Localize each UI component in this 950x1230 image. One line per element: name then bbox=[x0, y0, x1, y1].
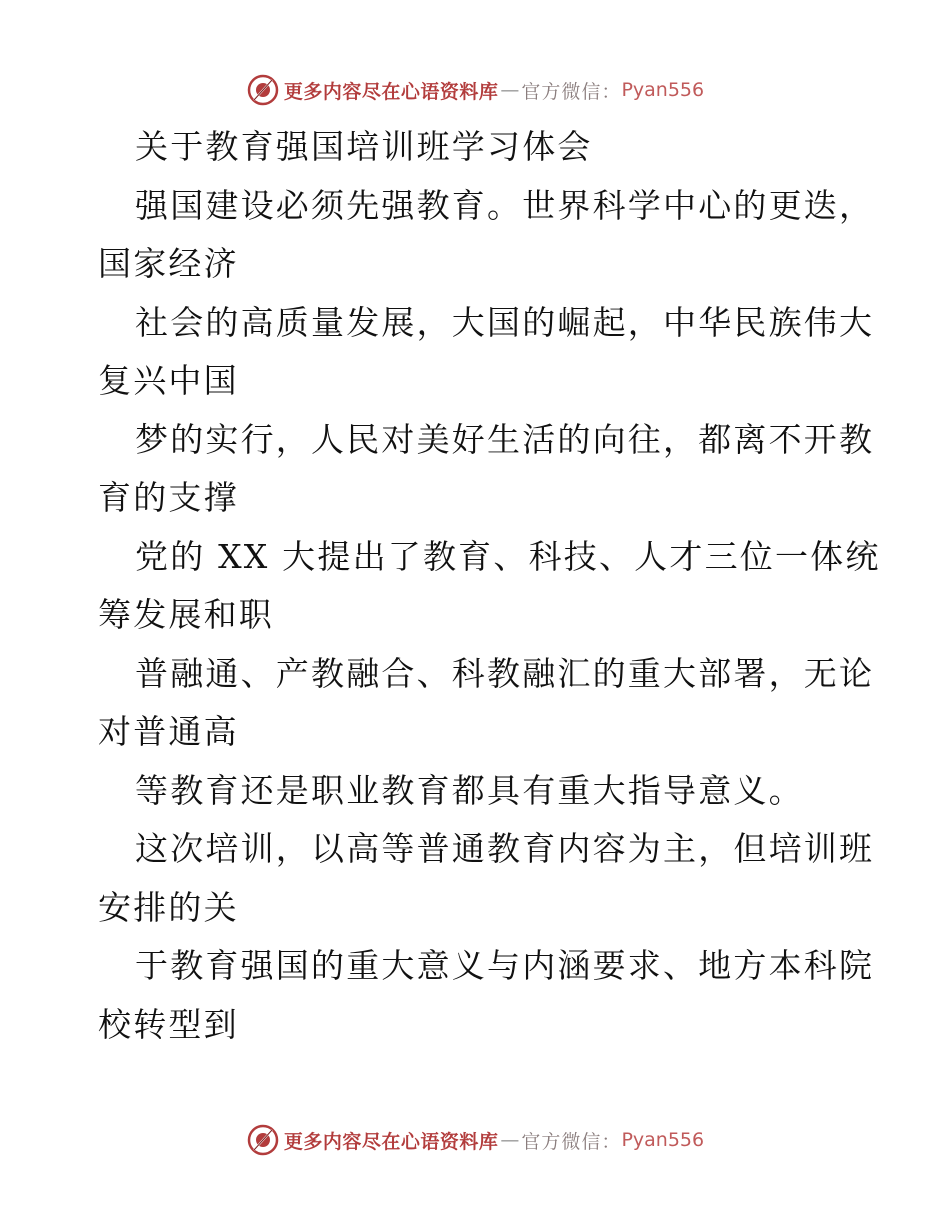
watermark-dash: — bbox=[500, 1129, 520, 1151]
watermark-wechat-id: Pyan556 bbox=[621, 79, 705, 101]
paragraph-line: 筹发展和职 bbox=[98, 595, 274, 634]
paragraph-line: 这次培训，以高等普通教育内容为主，但培训班 bbox=[135, 829, 875, 868]
document-body bbox=[98, 118, 881, 1054]
paragraph-line: 普融通、产教融合、科教融汇的重大部署，无论 bbox=[135, 653, 875, 693]
watermark-official-label: 官方微信： bbox=[521, 80, 622, 103]
paragraph-line: 复兴中国 bbox=[98, 361, 239, 400]
watermark-banner-top bbox=[0, 68, 950, 112]
paragraph-line: 等教育还是职业教育都具有重大指导意义。 bbox=[135, 770, 804, 810]
quill-logo-icon bbox=[246, 1123, 280, 1157]
paragraph-line: 校转型到 bbox=[98, 1004, 239, 1044]
paragraph-line: 安排的关 bbox=[98, 887, 239, 927]
document-title: 关于教育强国培训班学习体会 bbox=[135, 127, 593, 166]
paragraph-line: 梦的实行，人民对美好生活的向往，都离不开教 bbox=[135, 419, 875, 459]
paragraph-line: 于教育强国的重大意义与内涵要求、地方本科院 bbox=[135, 946, 875, 985]
watermark-dash: — bbox=[500, 79, 520, 101]
watermark-text: 更多内容尽在心语资料库 bbox=[283, 1130, 499, 1153]
watermark-official-label: 官方微信： bbox=[521, 1130, 622, 1153]
paragraph-line: 育的支撑 bbox=[98, 478, 239, 517]
paragraph-line: 社会的高质量发展，大国的崛起，中华民族伟大 bbox=[135, 302, 875, 342]
watermark-text: 更多内容尽在心语资料库 bbox=[283, 80, 499, 103]
paragraph-line: 强国建设必须先强教育。世界科学中心的更迭， bbox=[135, 185, 875, 225]
watermark-wechat-id: Pyan556 bbox=[621, 1129, 705, 1151]
watermark-banner-bottom bbox=[0, 1118, 950, 1162]
paragraph-line: 国家经济 bbox=[98, 244, 239, 283]
paragraph-line: 党的 XX 大提出了教育、科技、人才三位一体统 bbox=[135, 536, 881, 576]
paragraph-line: 对普通高 bbox=[98, 712, 239, 751]
quill-logo-icon bbox=[246, 73, 280, 107]
